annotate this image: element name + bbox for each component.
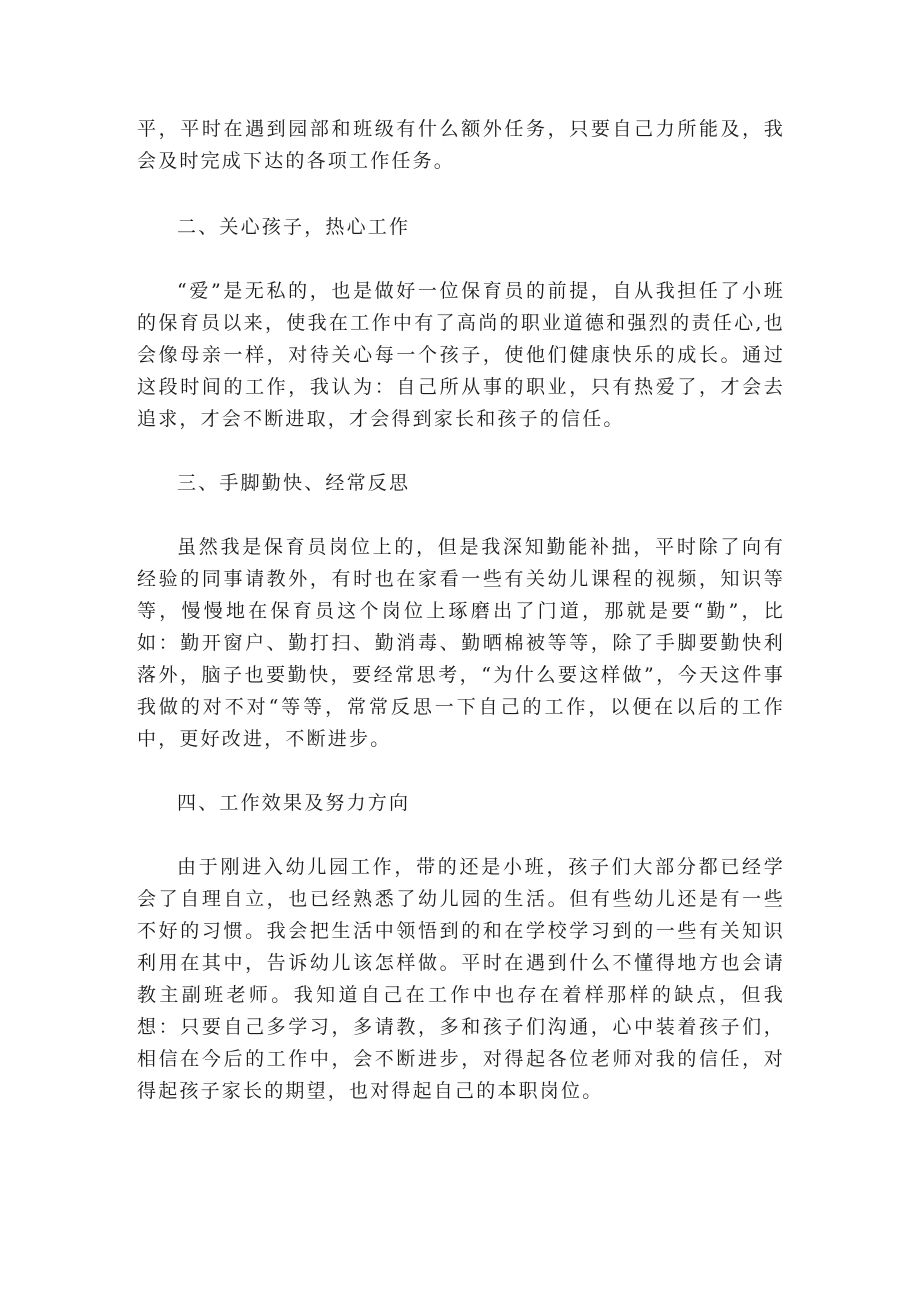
spacer: [137, 435, 785, 467]
section-heading-4: 四、工作效果及努力方向: [177, 792, 411, 814]
spacer: [137, 177, 785, 211]
spacer: [137, 499, 785, 531]
document-body: [137, 113, 785, 1107]
spacer: [137, 755, 785, 787]
section-body-3: 虽然我是保育员岗位上的，但是我深知勤能补拙，平时除了向有经验的同事请教外，有时也在家看一些有关幼儿课程的视频，知识等等，慢慢地在保育员这个岗位上琢磨出了门道，那就是要“勤”，比如：勤开窗户、勤打扫、勤消毒、勤晒棉被等等，除了手脚要勤快利落外，脑子也要勤快，要经常思考，“为什么要这样做”，今天这件事我做的对不对“等等，常常反思一下自己的工作，以便在以后的工作中，更好改进，不断进步。: [137, 536, 785, 750]
spacer: [137, 819, 785, 851]
spacer: [137, 243, 785, 275]
opening-paragraph: 平，平时在遇到园部和班级有什么额外任务，只要自己力所能及，我会及时完成下达的各项工作任务。: [137, 118, 785, 172]
section-body-2: “爱”是无私的，也是做好一位保育员的前提，自从我担任了小班的保育员以来，使我在工作中有了高尚的职业道德和强烈的责任心,也会像母亲一样，对待关心每一个孩子，使他们健康快乐的成长。通过这段时间的工作，我认为：自己所从事的职业，只有热爱了，才会去追求，才会不断进取，才会得到家长和孩子的信任。: [137, 280, 785, 430]
section-heading-2: 二、关心孩子，热心工作: [177, 216, 411, 238]
section-heading-3: 三、手脚勤快、经常反思: [177, 472, 411, 494]
section-body-4: 由于刚进入幼儿园工作，带的还是小班，孩子们大部分都已经学会了自理自立，也已经熟悉了幼儿园的生活。但有些幼儿还是有一些不好的习惯。我会把生活中领悟到的和在学校学习到的一些有关知识利用在其中，告诉幼儿该怎样做。平时在遇到什么不懂得地方也会请教主副班老师。我知道自己在工作中也存在着样那样的缺点，但我想：只要自己多学习，多请教，多和孩子们沟通，心中装着孩子们，相信在今后的工作中，会不断进步，对得起各位老师对我的信任，对得起孩子家长的期望，也对得起自己的本职岗位。: [137, 856, 785, 1102]
